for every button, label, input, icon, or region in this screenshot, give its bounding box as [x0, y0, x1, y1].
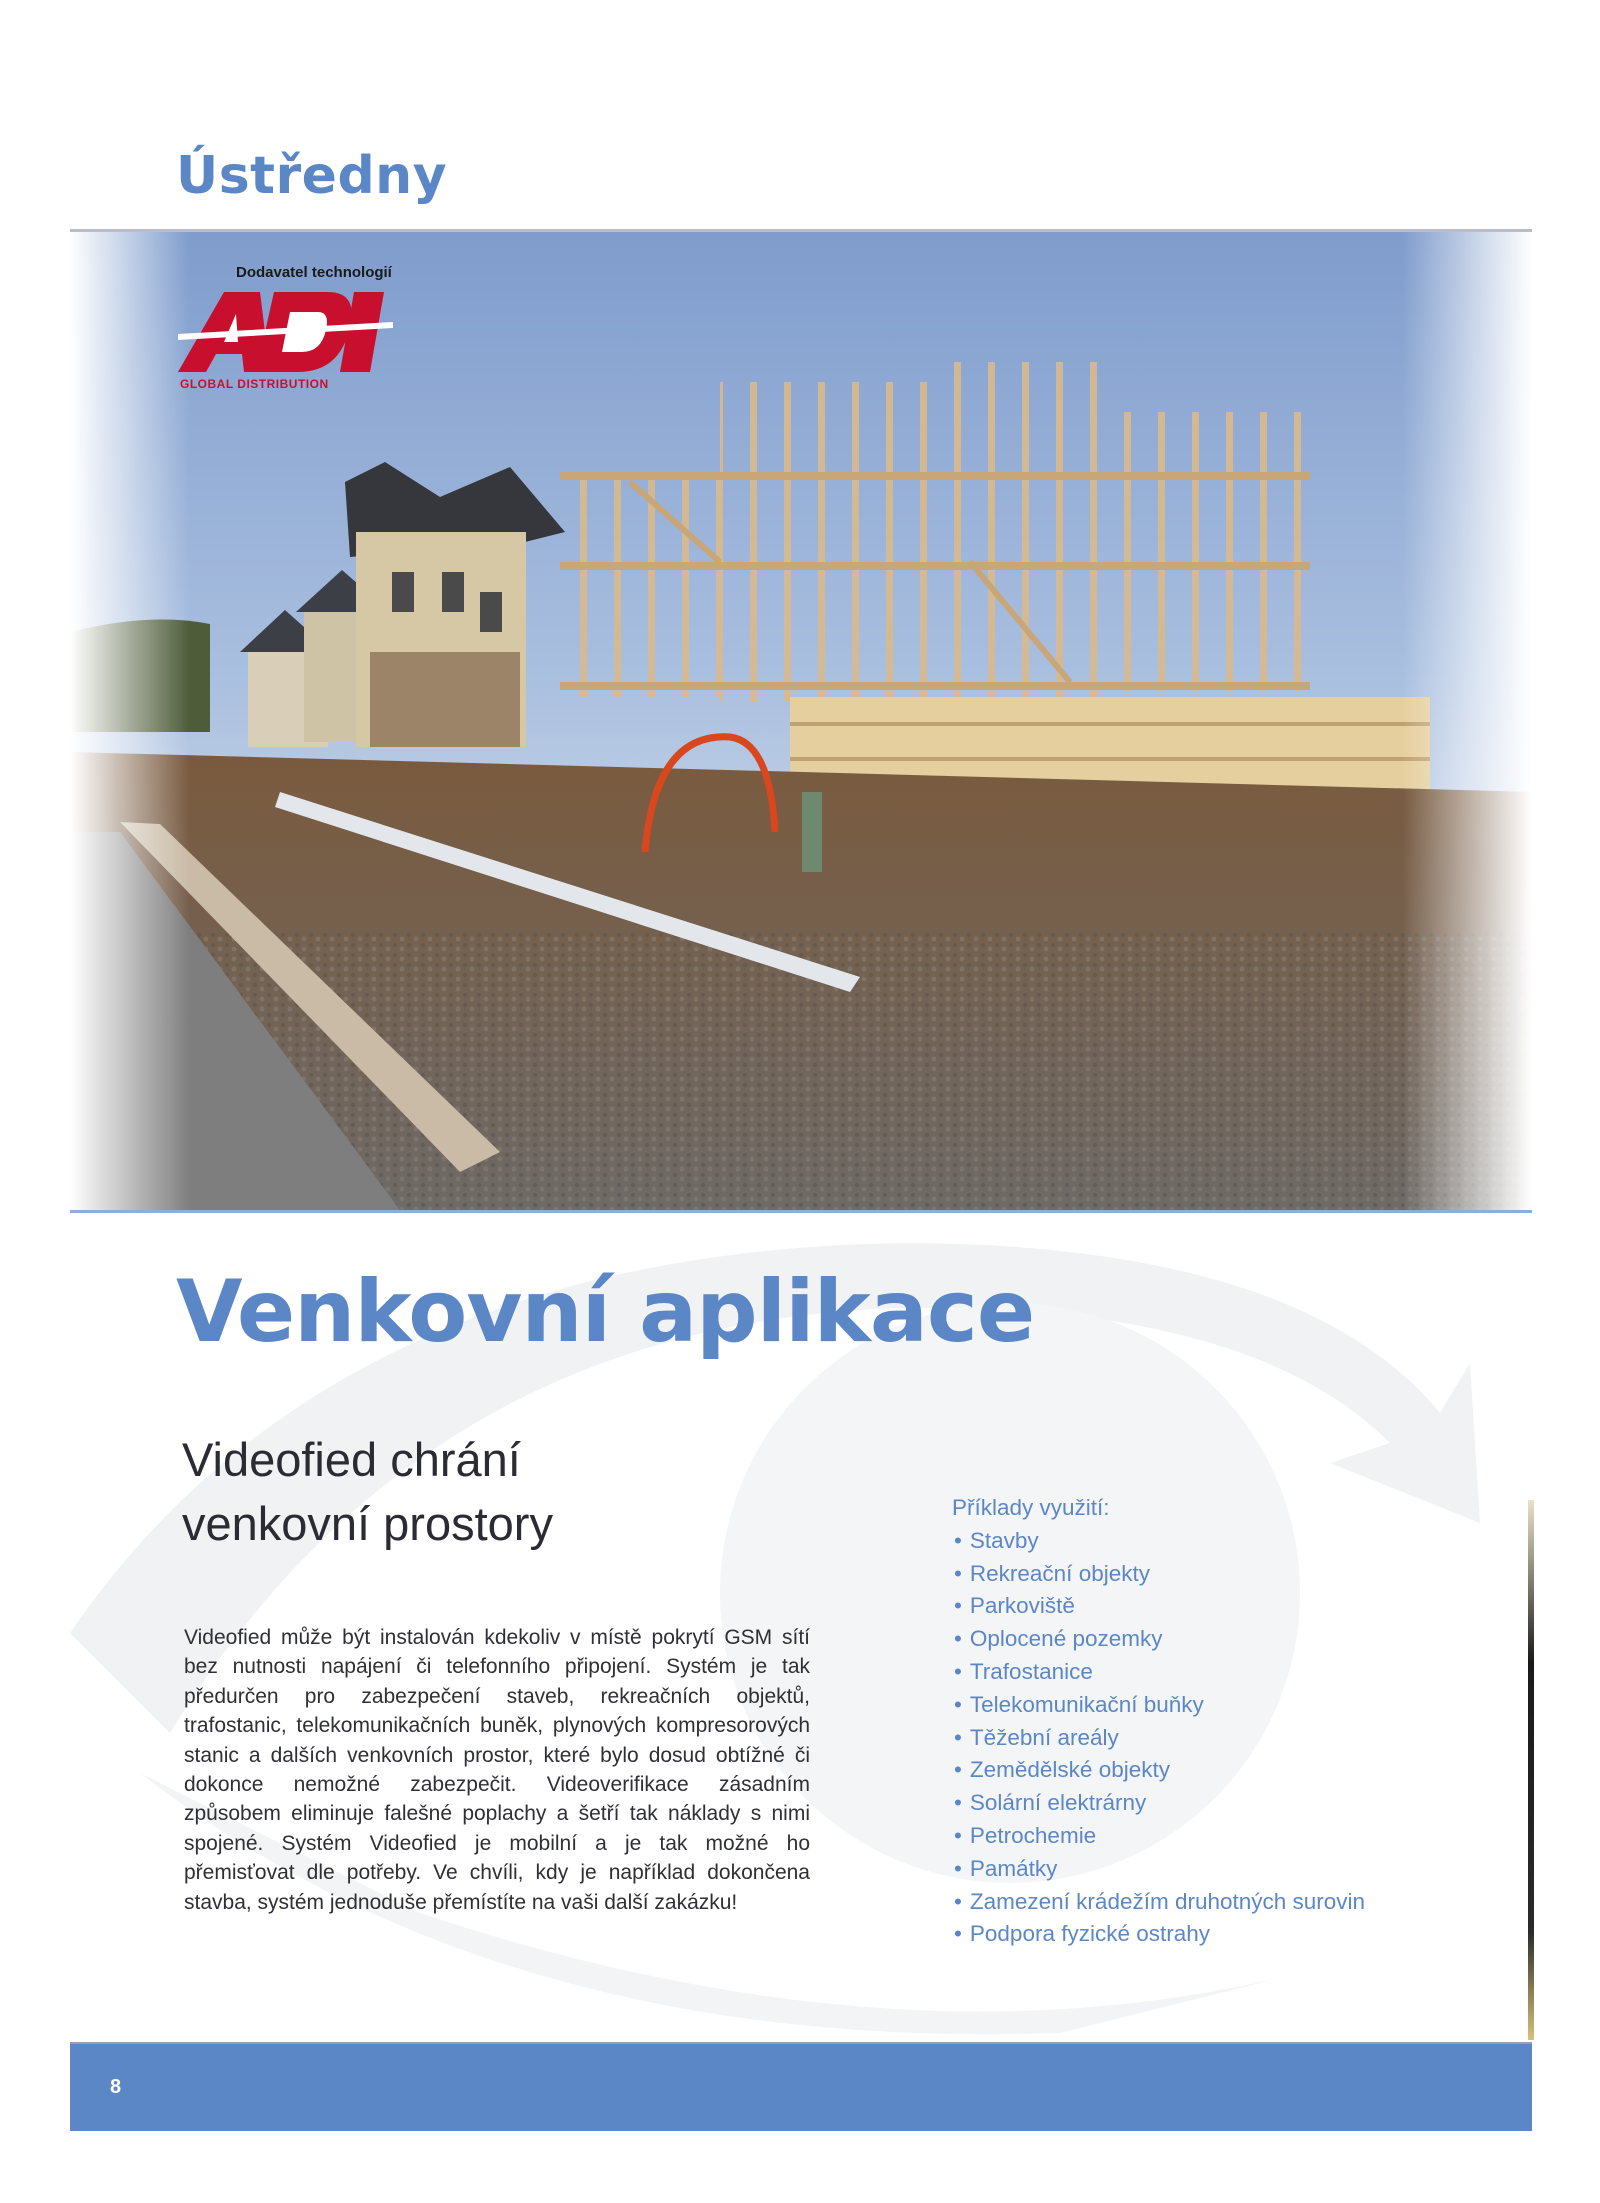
- list-item: • Oplocené pozemky: [952, 1623, 1365, 1656]
- list-item: • Zemědělské objekty: [952, 1754, 1365, 1787]
- list-item: • Solární elektrárny: [952, 1787, 1365, 1820]
- page-number: 8: [110, 2076, 122, 2098]
- examples-list: [952, 1492, 1365, 1951]
- list-item: • Podpora fyzické ostrahy: [952, 1918, 1365, 1951]
- list-item: • Parkoviště: [952, 1590, 1365, 1623]
- page-edge-strip: [1528, 1500, 1534, 2040]
- list-item: • Petrochemie: [952, 1820, 1365, 1853]
- list-item: • Památky: [952, 1853, 1365, 1886]
- list-item: • Stavby: [952, 1525, 1365, 1558]
- logo-subline: GLOBAL DISTRIBUTION: [180, 377, 329, 391]
- examples-title: Příklady využití:: [952, 1495, 1110, 1520]
- footer-bar: [70, 2044, 1532, 2131]
- subhead-line-2: venkovní prostory: [182, 1497, 553, 1550]
- subhead: [182, 1428, 553, 1556]
- list-item: • Rekreační objekty: [952, 1558, 1365, 1591]
- list-item: • Těžební areály: [952, 1722, 1365, 1755]
- list-item: • Trafostanice: [952, 1656, 1365, 1689]
- section-title: Ústředny: [176, 146, 448, 206]
- logo-caption: Dodavatel technologií: [236, 264, 392, 281]
- subhead-line-1: Videofied chrání: [182, 1433, 521, 1486]
- adi-logo: [178, 262, 408, 394]
- headline: Venkovní aplikace: [176, 1262, 1035, 1362]
- list-item: • Telekomunikační buňky: [952, 1689, 1365, 1722]
- list-item: • Zamezení krádežím druhotných surovin: [952, 1886, 1365, 1919]
- adi-wordmark-icon: [178, 282, 393, 377]
- body-paragraph: Videofied může být instalován kdekoliv v místě pokrytí GSM sítí bez nutnosti napájení či telefonního připojení. Systém je tak předurčen pro zabezpečení staveb, rekreačních objektů, trafostanic, telekomunikačních buněk, plynových kompresorových stanic a dalších venkovních prostor, které bylo dosud obtížné či dokonce nemožné zabezpečit. Videoverifikace zásadním způsobem eliminuje falešné poplachy a šetří tak náklady s nimi spojené. Systém Videofied je mobilní a je tak možné ho přemisťovat dle potřeby. Ve chvíli, kdy je například dokončena stavba, systém jednoduše přemístíte na vaši další zakázku!: [184, 1626, 810, 1914]
